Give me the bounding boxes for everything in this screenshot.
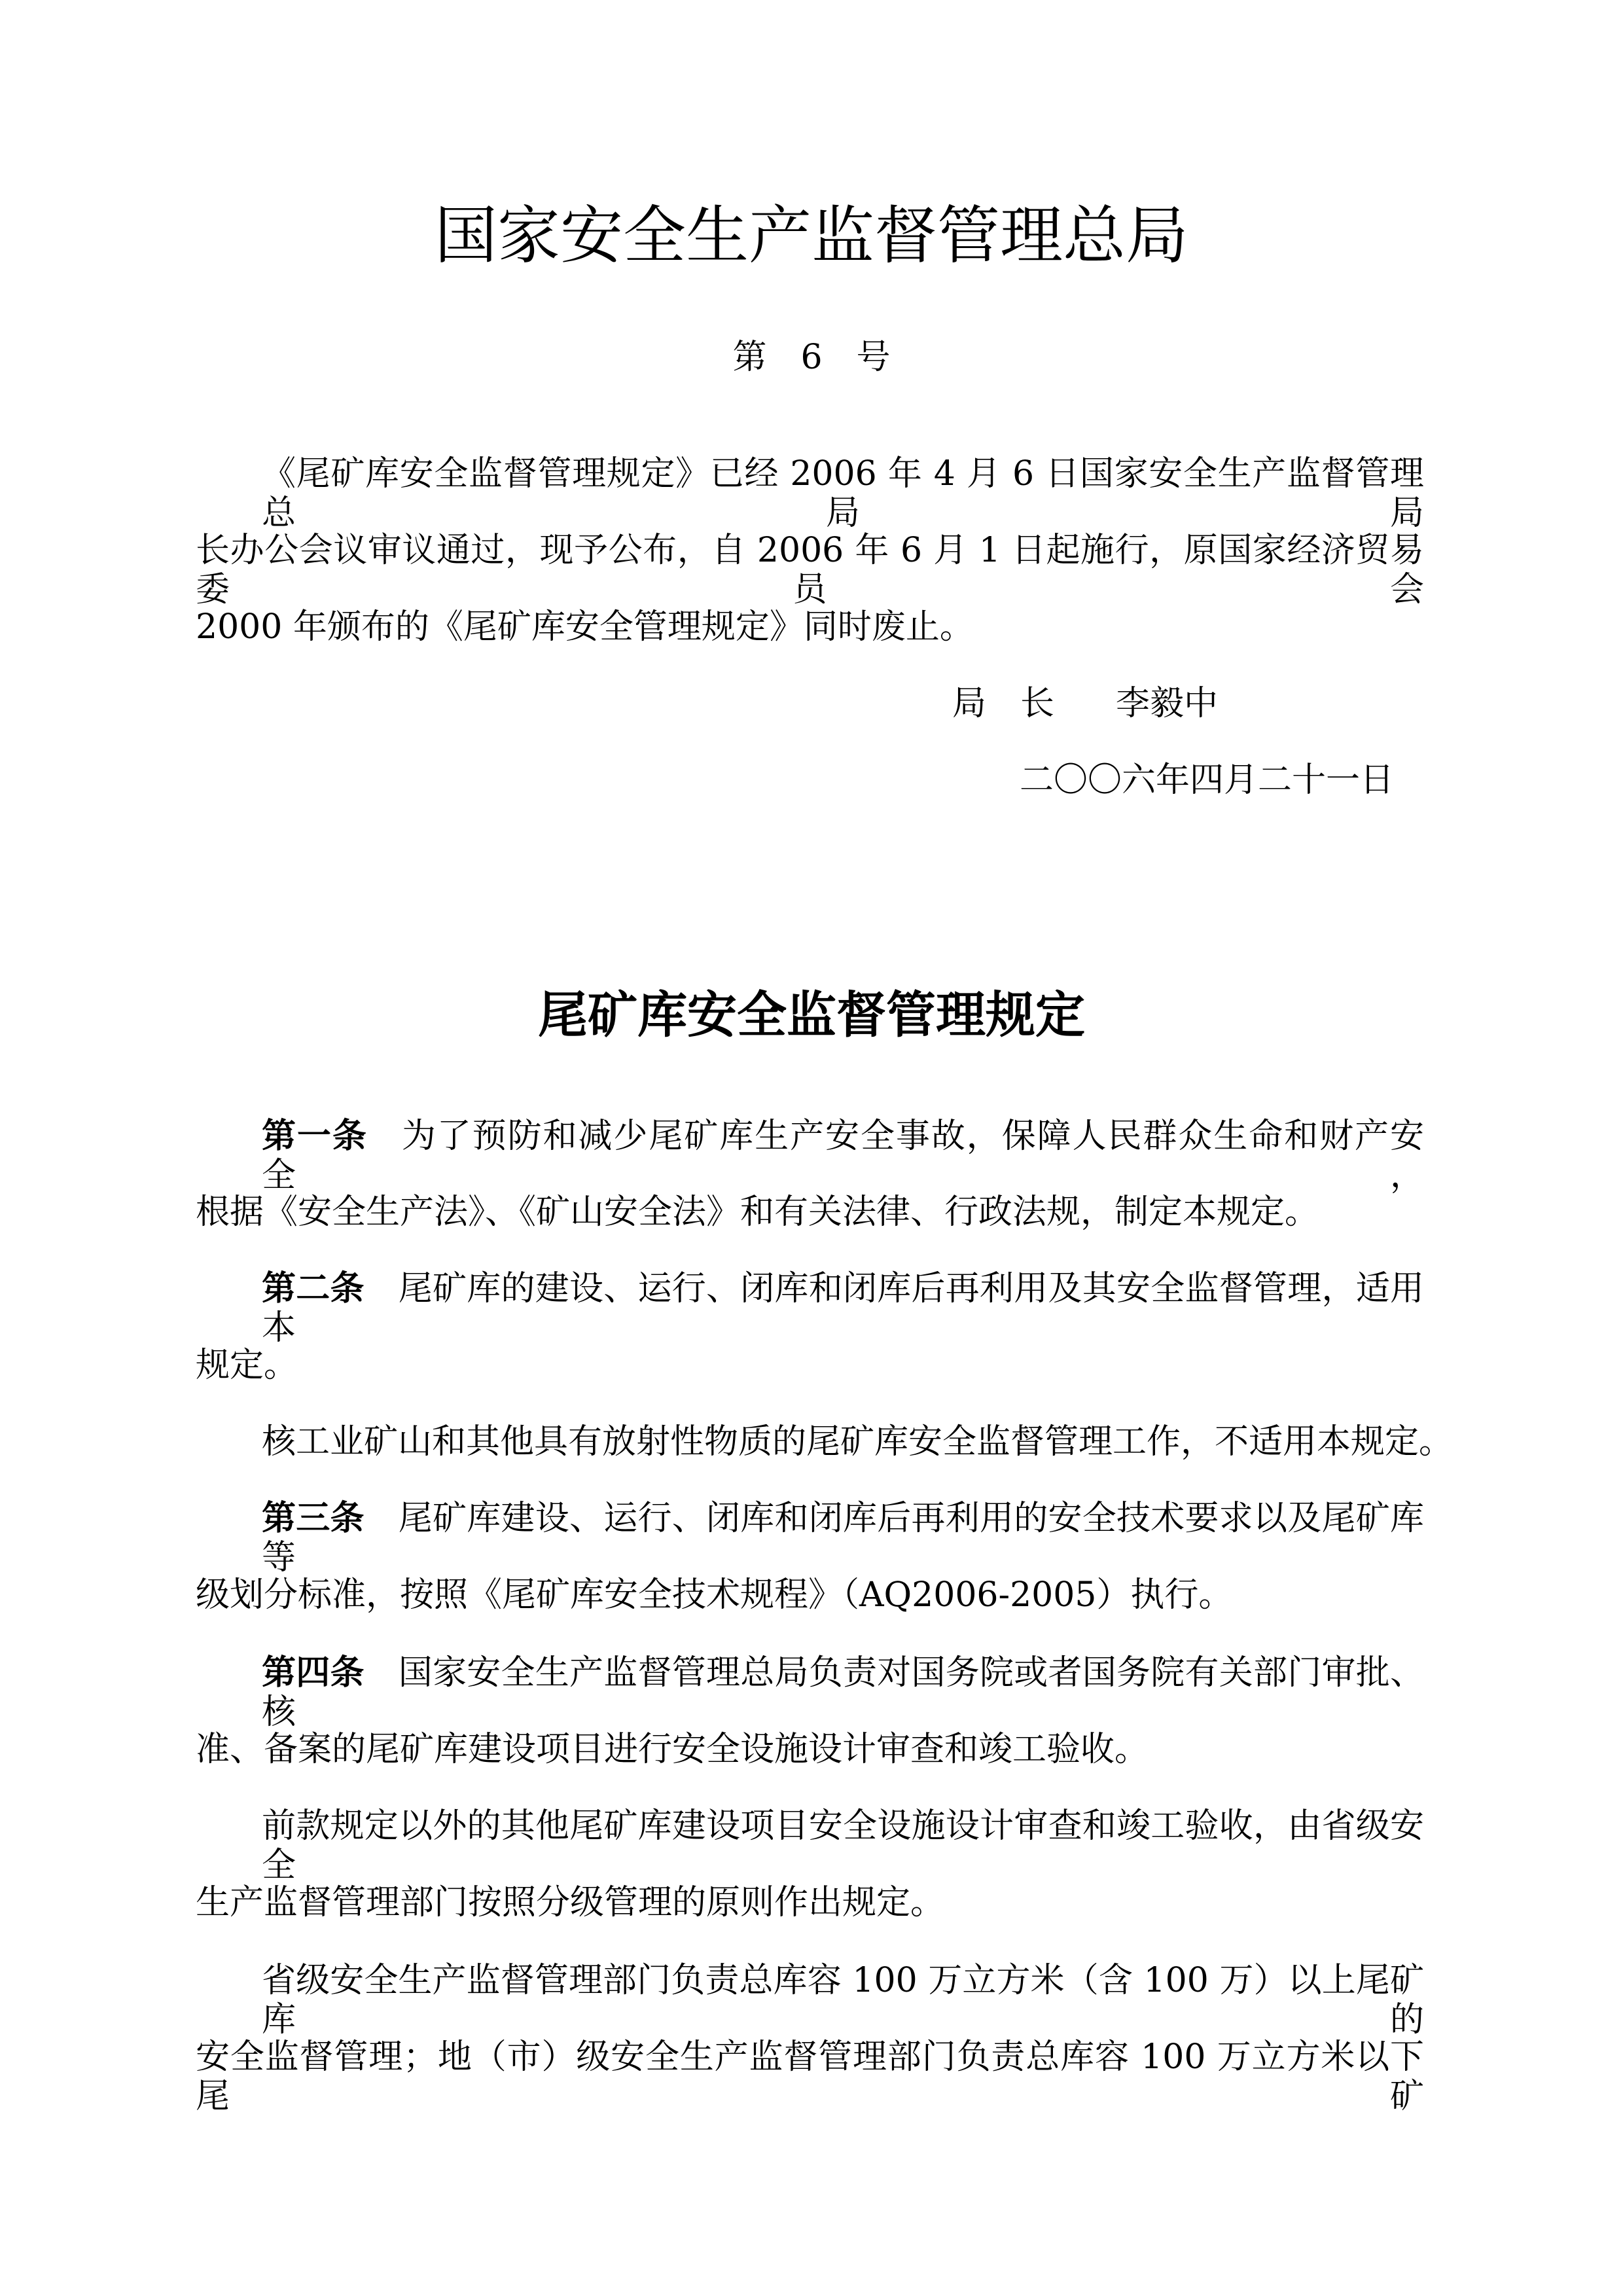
number-prefix: 第: [732, 338, 767, 377]
paragraph-line: 生产监督管理部门按照分级管理的原则作出规定。: [196, 1883, 945, 1922]
article-1-line: [262, 1116, 1424, 1195]
article-4-line: 准、备案的尾矿库建设项目进行安全设施设计审查和竣工验收。: [196, 1730, 1149, 1769]
number-suffix: 号: [856, 338, 891, 377]
signature-date: 二〇〇六年四月二十一日: [1020, 761, 1395, 800]
paragraph-line: 安全监督管理；地（市）级安全生产监督管理部门负责总库容 100 万立方米以下尾矿: [196, 2037, 1424, 2116]
article-text: 为了预防和减少尾矿库生产安全事故，保障人民群众生命和财产安全，: [262, 1117, 1424, 1195]
article-text: 尾矿库建设、运行、闭库和闭库后再利用的安全技术要求以及尾矿库等: [262, 1499, 1424, 1577]
article-4-line: [262, 1653, 1424, 1732]
article-1-line: 根据《安全生产法》、《矿山安全法》和有关法律、行政法规，制定本规定。: [196, 1193, 1319, 1232]
number-value: 6: [800, 338, 823, 377]
article-label: 第一条: [262, 1116, 368, 1156]
article-3-line: 级划分标准，按照《尾矿库安全技术规程》（AQ2006-2005）执行。: [196, 1575, 1233, 1615]
paragraph-line: 核工业矿山和其他具有放射性物质的尾矿库安全监督管理工作，不适用本规定。: [262, 1422, 1454, 1462]
announcement-line: 长办公会议审议通过，现予公布，自 2006 年 6 月 1 日起施行，原国家经济贸易委员会: [196, 531, 1424, 609]
regulation-title: 尾矿库安全监督管理规定: [538, 986, 1085, 1044]
announcement-line: 2000 年颁布的《尾矿库安全管理规定》同时废止。: [196, 607, 974, 647]
announcement-line: 《尾矿库安全监督管理规定》已经 2006 年 4 月 6 日国家安全生产监督管理总局局: [262, 454, 1424, 533]
article-3-line: [262, 1498, 1424, 1577]
article-2-line: 规定。: [196, 1346, 298, 1385]
article-2-line: [262, 1268, 1424, 1348]
document-number: [0, 338, 1623, 377]
article-label: 第二条: [262, 1268, 365, 1308]
article-text: 尾矿库的建设、运行、闭库和闭库后再利用及其安全监督管理，适用本: [262, 1269, 1424, 1348]
signer-name: 李毅中: [1116, 684, 1219, 723]
signer-title: 局 长: [952, 684, 1055, 723]
article-label: 第四条: [262, 1653, 365, 1693]
paragraph-line: 前款规定以外的其他尾矿库建设项目安全设施设计审查和竣工验收，由省级安全: [262, 1806, 1424, 1885]
article-label: 第三条: [262, 1498, 365, 1538]
article-text: 国家安全生产监督管理总局负责对国务院或者国务院有关部门审批、核: [262, 1653, 1424, 1732]
org-title: 国家安全生产监督管理总局: [435, 199, 1188, 272]
paragraph-line: 省级安全生产监督管理部门负责总库容 100 万立方米（含 100 万）以上尾矿库的: [262, 1961, 1424, 2039]
